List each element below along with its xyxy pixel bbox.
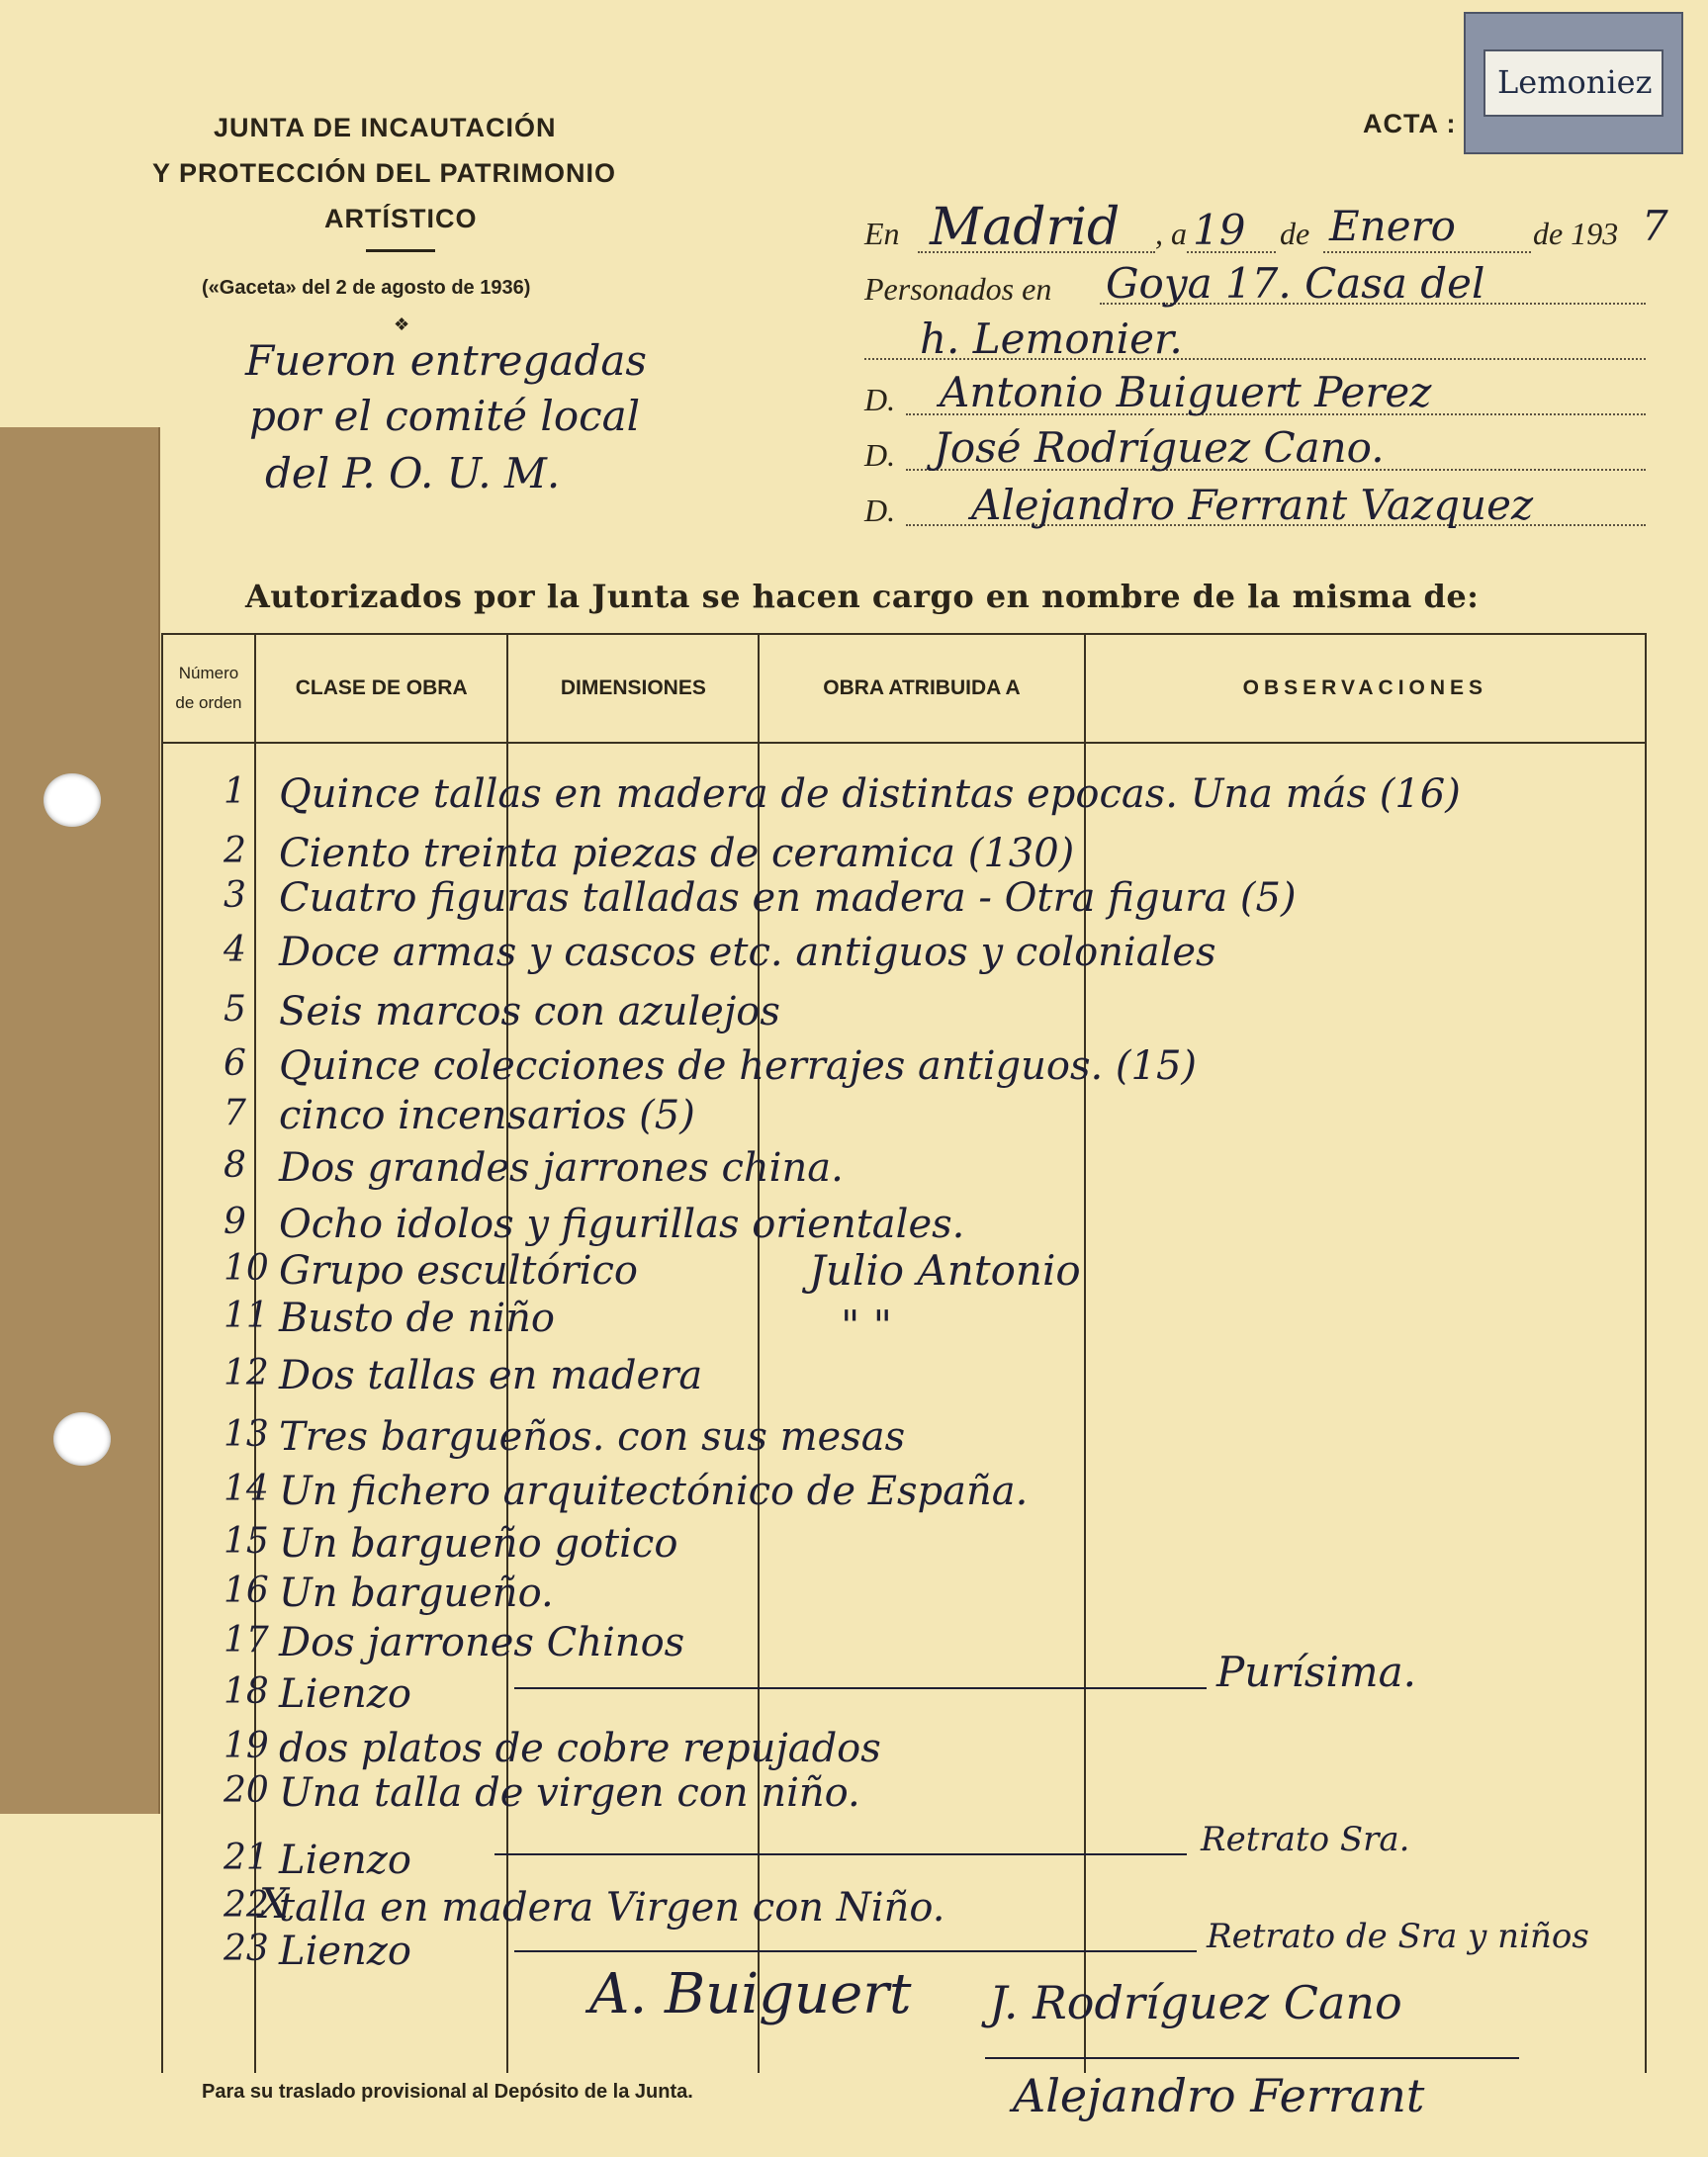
row-number: 8 [224,1145,246,1186]
personados-label: Personados en [864,271,1052,307]
row-text: Busto de niño [279,1296,555,1341]
punch-hole-top [44,773,101,827]
row-text: Ocho idolos y figurillas orientales. [279,1202,965,1247]
row-number: 17 [224,1620,269,1661]
row-text: Cuatro figuras talladas en madera - Otra figura (5) [279,875,1297,921]
row-text: Doce armas y cascos etc. antiguos y coloniales [279,930,1216,975]
row-number: 7 [224,1093,246,1133]
row-number: 4 [224,930,246,970]
row-number: 5 [224,989,246,1030]
row-text: Lienzo [279,1671,411,1717]
row-text: Ciento treinta piezas de ceramica (130) [279,831,1075,876]
col-header-number-line1: Número [178,664,239,682]
en-label: En [864,216,900,251]
month-value: Enero [1329,202,1456,250]
row-number: 19 [224,1726,269,1766]
a-label: , a [1155,216,1187,251]
obs-row-18: Purísima. [1216,1648,1417,1696]
row-number: 3 [224,875,246,916]
acta-label: ACTA : [1363,109,1457,138]
person-3: Alejandro Ferrant Vazquez [971,481,1534,529]
ornament-icon: ❖ [394,315,410,334]
row-number: 13 [224,1414,269,1455]
folder-tab [0,427,160,1814]
d-label-2: D. [864,437,896,473]
address-line-2: h. Lemonier. [920,315,1183,363]
col-header-observaciones: OBSERVACIONES [1085,634,1646,743]
row-text: Dos grandes jarrones china. [279,1145,844,1191]
col-header-number-line2: de orden [175,693,242,712]
signature-underline-3 [985,2057,1519,2059]
row-number: 9 [224,1202,246,1242]
row-text: Quince colecciones de herrajes antiguos. (15) [279,1043,1198,1089]
stamp-label-box [1483,49,1663,117]
row-number: 2 [224,831,246,871]
dash-line-23 [514,1950,1197,1952]
row-number: 12 [224,1353,269,1393]
row-number: 20 [224,1770,269,1811]
row-number: 1 [224,771,246,812]
header-rule [366,249,435,252]
d-label-1: D. [864,382,896,417]
attrib-row-11: " " [841,1302,892,1350]
row-text: Una talla de virgen con niño. [279,1770,860,1816]
row-number: 11 [224,1296,269,1336]
col-header-dimensiones: DIMENSIONES [507,634,759,743]
month-dots [1323,251,1531,253]
row-text: Un bargueño gotico [279,1521,678,1567]
attrib-row-10: Julio Antonio [809,1246,1081,1295]
note-line-3: del P. O. U. M. [265,449,561,497]
mark-row-22: X [259,1879,289,1928]
row-number: 10 [224,1248,269,1289]
day-value: 19 [1193,206,1246,254]
signature-2: J. Rodríguez Cano [989,1976,1402,2029]
row-text: Quince tallas en madera de distintas epocas. Una más (16) [279,771,1461,817]
de-label: de [1280,216,1310,251]
row-text: Dos tallas en madera [279,1353,703,1398]
org-line-3: ARTÍSTICO [324,204,478,233]
gaceta-reference: («Gaceta» del 2 de agosto de 1936) [202,277,531,299]
row-number: 15 [224,1521,269,1562]
address-line-1: Goya 17. Casa del [1106,259,1485,308]
col-header-number [162,634,255,743]
row-number: 6 [224,1043,246,1084]
signature-3: Alejandro Ferrant [1013,2069,1425,2122]
punch-hole-bottom [53,1412,111,1466]
authorized-heading: Autorizados por la Junta se hacen cargo en nombre de la misma de: [245,578,1480,615]
person-1: Antonio Buiguert Perez [940,368,1432,416]
col-header-atribuida: OBRA ATRIBUIDA A [759,634,1084,743]
dash-line-18 [514,1687,1207,1689]
row-number: 22 [224,1885,269,1926]
year-digit: 7 [1642,202,1668,250]
d-label-3: D. [864,493,896,528]
row-text: Un fichero arquitectónico de España. [279,1469,1029,1514]
signature-1: A. Buiguert [589,1962,912,2026]
city-value: Madrid [930,198,1121,257]
note-line-2: por el comité local [249,392,641,440]
owner-stamp [1464,12,1683,154]
note-line-1: Fueron entregadas [245,336,647,385]
row-text: dos platos de cobre repujados [279,1726,881,1771]
row-number: 21 [224,1838,269,1878]
footer-note: Para su traslado provisional al Depósito de la Junta. [202,2081,693,2103]
col-header-clase: CLASE DE OBRA [255,634,508,743]
row-text: Seis marcos con azulejos [279,989,780,1034]
obs-row-21: Retrato Sra. [1201,1820,1410,1859]
row-text: Dos jarrones Chinos [279,1620,685,1665]
row-number: 18 [224,1671,269,1712]
person-2: José Rodríguez Cano. [934,423,1385,472]
stamp-text: Lemoniez [1497,63,1653,101]
row-text: Un bargueño. [279,1571,554,1616]
row-number: 16 [224,1571,269,1611]
year-label: de 193 [1533,216,1619,251]
row-number: 23 [224,1929,269,1969]
org-line-1: JUNTA DE INCAUTACIÓN [214,113,557,142]
row-text: talla en madera Virgen con Niño. [279,1885,945,1931]
org-line-2: Y PROTECCIÓN DEL PATRIMONIO [152,158,617,188]
row-text: Tres bargueños. con sus mesas [279,1414,906,1460]
row-text: Lienzo [279,1929,411,1974]
row-text: cinco incensarios (5) [279,1093,695,1138]
row-text: Lienzo [279,1838,411,1883]
row-text: Grupo escultórico [279,1248,638,1294]
dash-line-21 [494,1853,1187,1855]
obs-row-23: Retrato de Sra y niños [1207,1917,1589,1956]
row-number: 14 [224,1469,269,1509]
